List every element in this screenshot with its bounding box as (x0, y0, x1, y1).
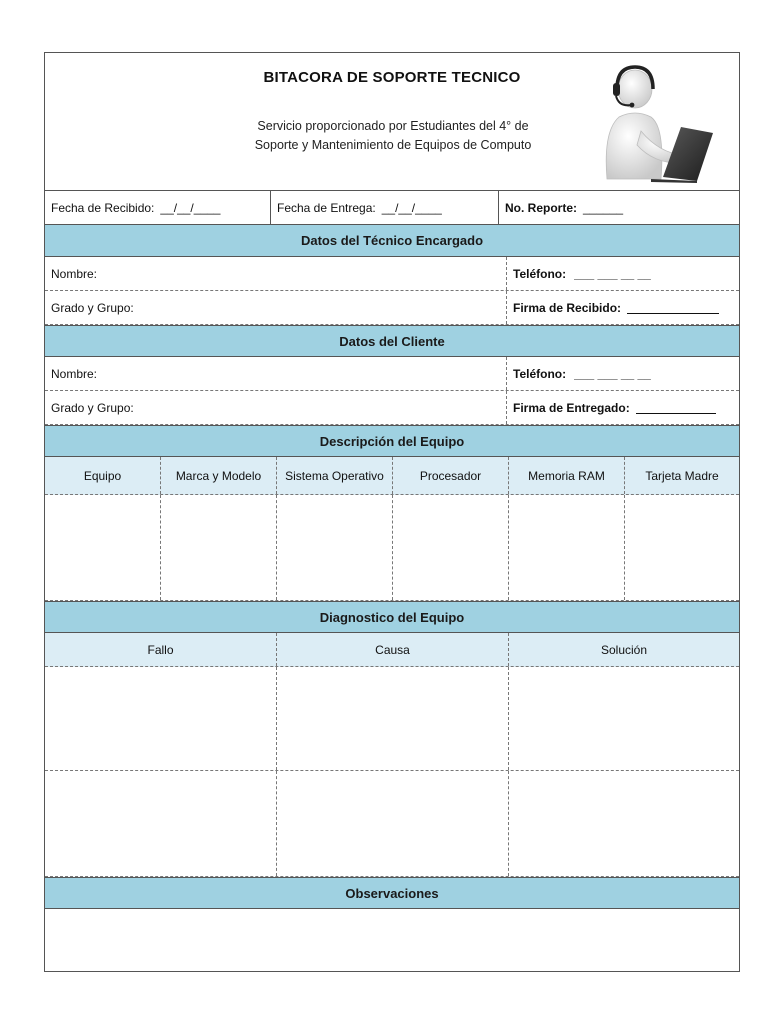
cliente-nombre-label: Nombre: (51, 366, 98, 381)
cliente-grado-field[interactable] (45, 391, 507, 424)
observaciones-area[interactable] (45, 909, 739, 971)
equipo-col-equipo: Equipo (45, 457, 161, 494)
diagnostico-cell-fallo[interactable] (45, 667, 277, 770)
equipo-cell-sistema[interactable] (277, 495, 393, 600)
diagnostico-cell-solucion[interactable] (509, 667, 739, 770)
tecnico-grado-label: Grado y Grupo: (51, 300, 134, 315)
diagnostico-col-causa: Causa (277, 633, 509, 666)
equipo-col-sistema: Sistema Operativo (277, 457, 393, 494)
diagnostico-data-row-2 (45, 771, 739, 877)
support-agent-icon (597, 61, 715, 183)
equipo-cell-marca[interactable] (161, 495, 277, 600)
cliente-telefono-field[interactable] (507, 357, 739, 390)
diagnostico-data-row-1 (45, 667, 739, 771)
diagnostico-col-fallo: Fallo (45, 633, 277, 666)
equipo-cell-equipo[interactable] (45, 495, 161, 600)
no-reporte-blank: ______ (583, 200, 624, 215)
equipo-data-row (45, 495, 739, 601)
equipo-col-tarjeta: Tarjeta Madre (645, 468, 719, 483)
cliente-section-heading: Datos del Cliente (45, 325, 739, 357)
tecnico-firma-field[interactable] (507, 291, 739, 324)
fecha-entrega-blank: __/__/____ (381, 200, 442, 215)
cliente-firma-line (636, 402, 716, 414)
diagnostico-col-solucion: Solución (600, 642, 648, 657)
fecha-entrega-field[interactable] (271, 191, 499, 224)
tecnico-row-1 (45, 257, 739, 291)
equipo-cell-procesador[interactable] (393, 495, 509, 600)
equipo-col-procesador: Procesador (393, 457, 509, 494)
form-header (45, 53, 739, 191)
cliente-row-2 (45, 391, 739, 425)
form-title: BITACORA DE SOPORTE TECNICO (263, 69, 521, 86)
fecha-recibido-label: Fecha de Recibido: (51, 200, 155, 215)
tecnico-firma-line (627, 302, 719, 314)
diagnostico-section-heading: Diagnostico del Equipo (45, 601, 739, 633)
equipo-cell-tarjeta[interactable] (625, 495, 739, 600)
form-subtitle (175, 117, 611, 155)
no-reporte-field[interactable] (499, 191, 739, 224)
tecnico-nombre-label: Nombre: (51, 266, 98, 281)
tecnico-grado-field[interactable] (45, 291, 507, 324)
cliente-telefono-blank: ___ ___ __ __ (574, 366, 651, 381)
subtitle-line-1: Servicio proporcionado por Estudiantes del 4° de (257, 119, 529, 133)
tecnico-telefono-blank: ___ ___ __ __ (574, 266, 651, 281)
diagnostico-cell-fallo[interactable] (45, 771, 277, 876)
diagnostico-cell-causa[interactable] (277, 667, 509, 770)
dates-row (45, 191, 739, 225)
diagnostico-cell-solucion[interactable] (509, 771, 739, 876)
cliente-nombre-field[interactable] (45, 357, 507, 390)
observaciones-section-heading: Observaciones (45, 877, 739, 909)
cliente-row-1 (45, 357, 739, 391)
support-log-form (44, 52, 740, 972)
tecnico-telefono-label: Teléfono: (513, 266, 567, 281)
tecnico-row-2 (45, 291, 739, 325)
fecha-recibido-field[interactable] (45, 191, 271, 224)
fecha-entrega-label: Fecha de Entrega: (277, 200, 376, 215)
diagnostico-cell-causa[interactable] (277, 771, 509, 876)
diagnostico-column-headers (45, 633, 739, 667)
cliente-firma-label: Firma de Entregado: (513, 400, 630, 415)
equipo-col-ram: Memoria RAM (509, 457, 625, 494)
equipo-section-heading: Descripción del Equipo (45, 425, 739, 457)
equipo-cell-ram[interactable] (509, 495, 625, 600)
equipo-column-headers (45, 457, 739, 495)
tecnico-section-heading: Datos del Técnico Encargado (45, 225, 739, 257)
tecnico-telefono-field[interactable] (507, 257, 739, 290)
cliente-firma-field[interactable] (507, 391, 739, 424)
no-reporte-label: No. Reporte: (505, 200, 577, 215)
equipo-col-marca: Marca y Modelo (161, 457, 277, 494)
fecha-recibido-blank: __/__/____ (160, 200, 221, 215)
cliente-telefono-label: Teléfono: (513, 366, 567, 381)
cliente-grado-label: Grado y Grupo: (51, 400, 134, 415)
subtitle-line-2: Soporte y Mantenimiento de Equipos de Computo (254, 138, 532, 152)
tecnico-nombre-field[interactable] (45, 257, 507, 290)
tecnico-firma-label: Firma de Recibido: (513, 300, 622, 315)
